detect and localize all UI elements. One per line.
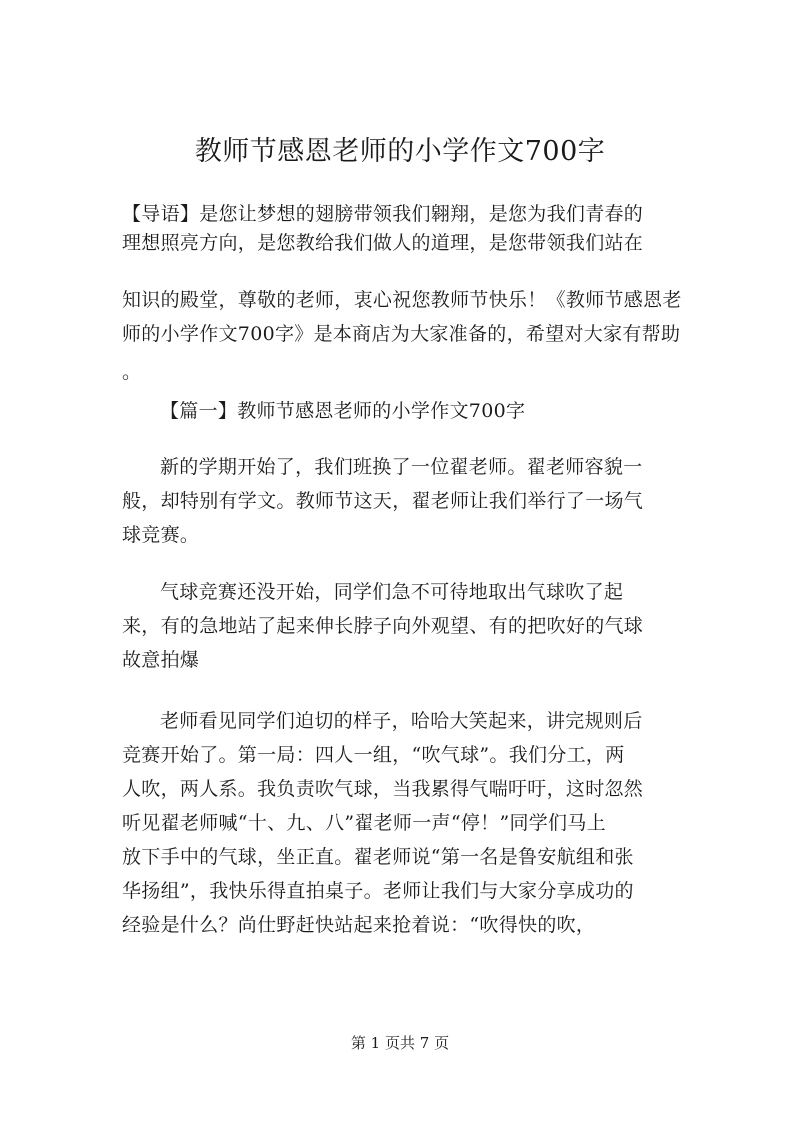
paragraph-3-line-5: 放下手中的气球，坐正直。翟老师说“第一名是鲁安航组和张 [122, 846, 634, 868]
intro-line-2: 理想照亮方向，是您教给我们做人的道理，是您带领我们站在 [122, 232, 644, 254]
intro-line-4: 师的小学作文700字》是本商店为大家准备的，希望对大家有帮助 [122, 323, 681, 345]
paragraph-1-line-3: 球竞赛。 [122, 524, 200, 546]
paragraph-2-line-2: 来，有的急地站了起来伸长脖子向外观望、有的把吹好的气球 [122, 615, 644, 637]
paragraph-1-line-1: 新的学期开始了，我们班换了一位翟老师。翟老师容貌一 [160, 456, 643, 478]
paragraph-2-line-1: 气球竞赛还没开始，同学们急不可待地取出气球吹了起 [160, 581, 624, 603]
paragraph-3-line-2: 竞赛开始了。第一局：四人一组，“吹气球”。我们分工，两 [122, 744, 625, 766]
paragraph-3-line-3: 人吹，两人系。我负责吹气球，当我累得气喘吁吁，这时忽然 [122, 778, 644, 800]
paragraph-3-line-6: 华扬组”，我快乐得直拍桌子。老师让我们与大家分享成功的 [122, 880, 634, 902]
intro-line-3: 知识的殿堂，尊敬的老师，衷心祝您教师节快乐！《教师节感恩老 [122, 289, 682, 311]
document-title: 教师节感恩老师的小学作文700字 [194, 136, 606, 167]
paragraph-2-line-3: 故意拍爆 [122, 649, 200, 671]
intro-line-1: 【导语】是您让梦想的翅膀带领我们翱翔，是您为我们青春的 [122, 203, 644, 225]
page-number-footer: 第 1 页共 7 页 [350, 1034, 450, 1052]
intro-line-5: 。 [122, 361, 142, 383]
section-heading: 【篇一】教师节感恩老师的小学作文700字 [160, 400, 526, 422]
paragraph-3-line-1: 老师看见同学们迫切的样子，哈哈大笑起来，讲完规则后 [160, 710, 643, 732]
paragraph-3-line-7: 经验是什么？尚仕野赶快站起来抢着说：“吹得快的吹， [122, 914, 596, 936]
paragraph-1-line-2: 般，却特别有学文。教师节这天，翟老师让我们举行了一场气 [122, 490, 644, 512]
paragraph-3-line-4: 听见翟老师喊“十、九、八”翟老师一声“停！”同学们马上 [122, 812, 606, 834]
